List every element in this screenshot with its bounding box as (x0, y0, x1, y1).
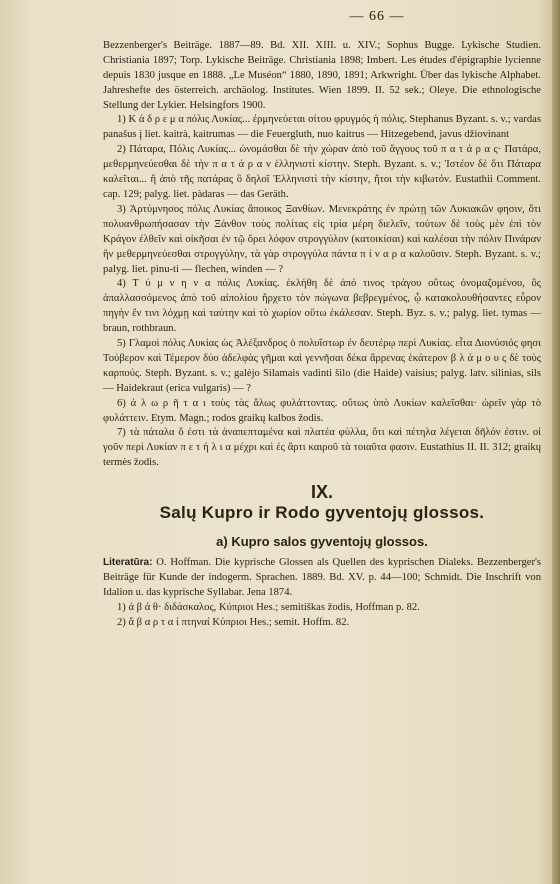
literature-paragraph (103, 556, 541, 601)
gloss-abath: 1) ἀ β ά θ· διδάσκαλος, Κύπριοι Hes.; semitiškas žodis, Hoffman p. 82. (117, 601, 420, 613)
entry-glamoi: 5) Γλαμοὶ πόλις Λυκίας ὡς Ἀλέξανδρος ὁ πολυΐστωρ ἐν δευτέρῳ περὶ Λυκίας. εἶτα Διονύσιός φησι Τούβερον καὶ Τέμερον δύο ἀδελφὰς γῆμαι καὶ γεννῆσαι δέκα ἄρρενας ἑκάτερον β λ ά μ ο υ ς δὲ τοὺς καρπούς. Steph. Byzant. s. v.; galėjo Silamais vadinti šilo (die Haide) vaisius; palyg. latv. silinias, sils — Haidekraut (erica vulgaris) — ? (103, 338, 541, 394)
section-subtitle: a) Kupro salos gyventojų glossos. (216, 534, 428, 549)
entry-artymnesos: 3) Ἀρτύμνησος πόλις Λυκίας ἄποικος Ξανθίων. Μενεκράτης ἐν πρώτῃ τῶν Λυκιακῶν φησιν, ὅτι πολυανθρωπήσασαν τὴν Ξάνθον τοὺς πολίτας εἰς τρία μέρη διελεῖν, τούτων δὲ τοὺς μὲν ἐπὶ τὸν Κράγον ἐλθεῖν καὶ οἰκῆσαι ἐν τῷ ὄρει λόφον στρογγύλον (κατοικίσαι) καὶ καλέσαι τὴν πόλιν Πινάραν ἣν μεθερμηνεύεσθαι στρογγύλην, τὰ γὰρ στρογγύλα πάντα π ί ν α ρ α καλοῦσιν. Steph. Byzant. s. v.; palyg. liet. pìnu-ti — flechen, winden — ? (103, 203, 541, 275)
entry-tymnena: 4) Τ ύ μ ν η ν α πόλις Λυκίας. ἐκλήθη δὲ ἀπό τινος τράγου οὕτως ὀνομαζομένου, ὃς ἀπαλλασσόμενος ἀπὸ τοῦ αἰπολίου ἤρχετο τὸν πώγωνα βεβρεγμένος, ᾧ κατακολουθήσαντες εὗρον πηγὴν ἔν τινι λόχμῃ καὶ ταύτην καὶ τὸ χωρίον οὕτω ἐκάλεσαν. Steph. Byz. s. v.; palyg. liet. tymas — braun, rothbraun. (103, 278, 541, 335)
page-number: — 66 — (349, 9, 405, 24)
entry-aloretai: 6) ἀ λ ω ρ ῆ τ α ι τοὺς τὰς ἅλως φυλάττοντας. οὕτως ὑπὸ Λυκίων καλεῖσθαι· ὠρεῖν γὰρ τὸ φυλάττειν. Etym. Magn.; rodos graikų kalbos žodis. (103, 397, 541, 424)
bibliography-paragraph: Bezzenberger's Beiträge. 1887—89. Bd. XII. XIII. u. XIV.; Sophus Bugge. Lykische Studien. Christiania 1897; Torp. Lykische Beiträge. Christiania 1898; Imbert. Les études d'épigraphie lycienne depuis 1830 jusque en 1888. „Le Muséon“ 1880, 1890, 1891; Arkwright. Über das lykische Alphabet. Jahreshefte des österreich. archäolog. Institutes. Wien 1899. II. 52 sek.; Oleye. Die ethnologische Stellung der Lykier. Helsingfors 1900. (103, 39, 541, 111)
chapter-title: Salų Kupro ir Rodo gyventojų glossos. (159, 503, 485, 523)
literature-label: Literatūra: (103, 556, 153, 568)
page-edge (552, 0, 560, 884)
literature-text: O. Hoffman. Die kyprische Glossen als Quellen des kyprischen Dialeks. Bezzenberger's Beiträge für Kunde der indogerm. Sprachen. 1889. Bd. XV. p. 44—100; Schmidt. Die Inschrift von Idalion u. das kyprische Syllabar. Jena 1874. (103, 556, 542, 598)
page-content (103, 8, 541, 630)
chapter-number: IX. (310, 482, 333, 503)
entry-patara: 2) Πάταρα, Πόλις Λυκίας... ὠνομάσθαι δὲ τὴν χώραν ἀπὸ τοῦ ἄγγους τοῦ π α τ ά ρ α ς· Πατάρα, μεθερμηνεύεσθαι δὲ τὴν π α τ ά ρ α ν ἑλληνιστὶ κίστην. Steph. Byzant. s. v.; Ἰστέον δὲ ὅτι Πάταρα καλεῖται... ἢ ἀπὸ τῆς πατάρας ὃ δηλοῖ Ἑλληνιστὶ τὴν κίστην, ἤτοι τὴν κιβωτόν. Eustathii Comment. cap. 129; palyg. liet. pàdaras — das Geräth. (103, 144, 541, 200)
entry-kadrema: 1) Κ ά δ ρ ε μ α πόλις Λυκίας... ἐρμηνεύεται σίτου φρυγμός ἡ πόλις. Stephanus Byzant. s. v.; vardas panašus į liet. kaitrà, kaitrumas — die Feuergluth, nuo kaitrus — Hitzegebend, javus džiovinant (103, 114, 541, 141)
entry-patala: 7) τὰ πάταλα ὅ ἐστι τὰ ἀναπεπταμένα καὶ πλατέα φύλλα, ὅτι καὶ πέτηλα λέγεται δῆλόν ἐστιν. οἱ γοῦν περὶ Λυκίαν π ε τ ή λ ι α μέχρι καὶ ἐς ἄρτι καιροῦ τὰ τοιαῦτα φασιν. Eustathius II. II. 312; graikų termės žodis. (103, 427, 541, 469)
gloss-abartai: 2) ἄ β α ρ τ α ί πτηναί Κύπριοι Hes.; semit. Hoffm. 82. (117, 616, 350, 628)
